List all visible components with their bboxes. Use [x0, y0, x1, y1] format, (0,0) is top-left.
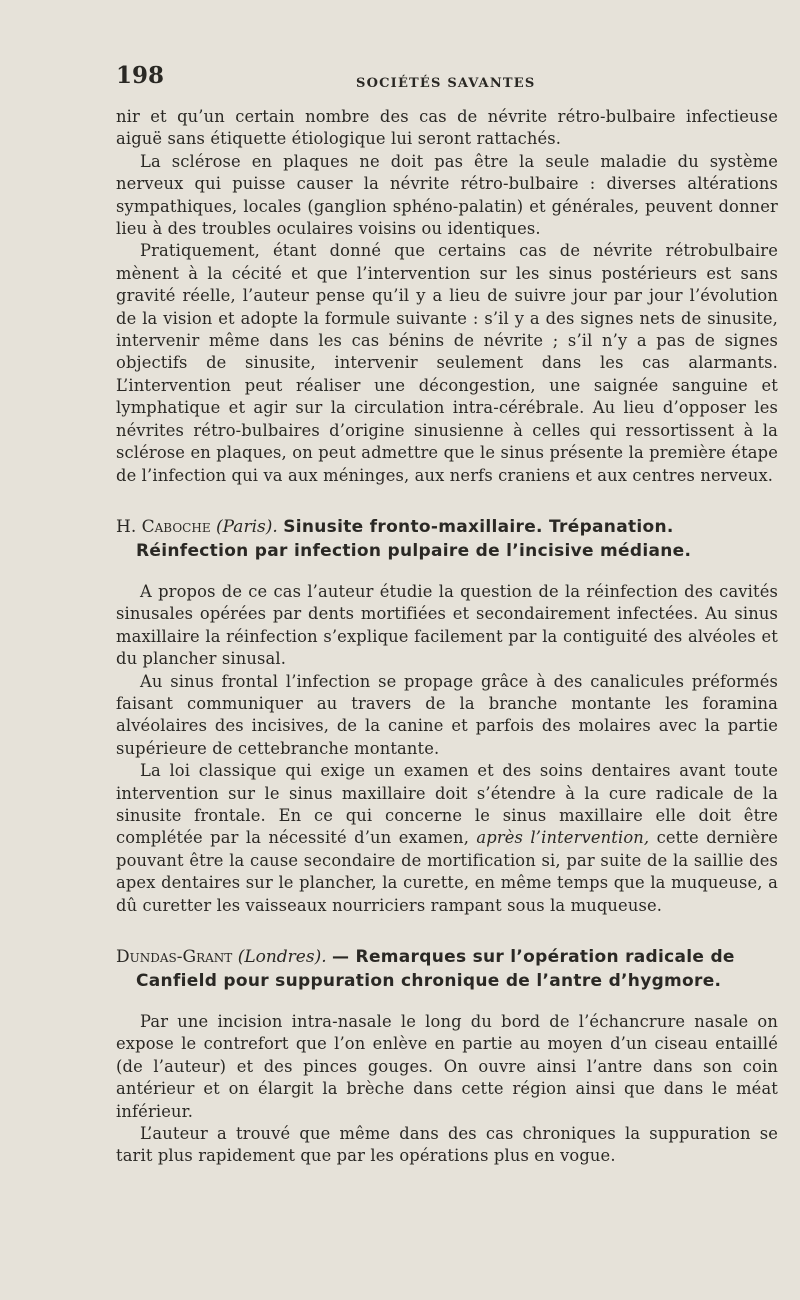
entry-paragraph: Au sinus frontal l’infection se propage grâce à des canalicules préformés faisant communiquer au travers de la branche montante les foramina alvéolaires des incisives, de la canine et parfois des molaires avec la partie supérieure de cettebranche montante.: [116, 671, 778, 758]
page-number: 198: [116, 62, 165, 89]
page-header: [116, 62, 778, 106]
entry-place: (Londres).: [237, 947, 327, 967]
intro-paragraph: La sclérose en plaques ne doit pas être la seule maladie du système nerveux qui puisse causer la névrite rétro-bulbaire : diverses altérations sympathiques, locales (ganglion sphéno-palatin) et générales, peuvent donner lieu à des troubles oculaires voisins ou identiques.: [116, 151, 778, 239]
entry-title: Sinusite fronto-maxillaire. Trépanation. Réinfection par infection pulpaire de l’incisive médiane.: [136, 516, 692, 561]
abstract-entry-caboche: [116, 515, 778, 917]
entry-emphasis: après l’intervention,: [476, 828, 650, 848]
entry-paragraph: L’auteur a trouvé que même dans des cas chroniques la suppuration se tarit plus rapidement que par les opérations plus en vogue.: [116, 1124, 778, 1166]
entry-paragraph: Par une incision intra-nasale le long du bord de l’échancrure nasale on expose le contrefort que l’on enlève en partie au moyen d’un ciseau entaillé (de l’auteur) et des pinces gouges. On ouvre ainsi l’antre dans son coin antérieur et on élargit la brèche dans cette région ainsi que dans le méat inférieur.: [116, 1012, 778, 1121]
abstract-entry-dundas-grant: [116, 945, 778, 1168]
entry-heading: [116, 945, 778, 993]
entry-place: (Paris).: [216, 516, 278, 537]
entry-title: — Remarques sur l’opération radicale de Canfield pour suppuration chronique de l’antre d’hygmore.: [136, 947, 735, 991]
running-head: SOCIÉTÉS SAVANTES: [356, 76, 536, 91]
entry-paragraph: [116, 760, 778, 917]
entry-text: La loi classique qui exige un examen et des soins dentaires avant toute intervention sur le sinus maxillaire doit s’étendre à la cure radicale de la sinusite frontale. En ce qui concerne le sinus maxillaire elle doit être complétée par la nécessité d’un examen,: [116, 761, 778, 848]
entry-author: H. Caboche: [116, 516, 211, 537]
entry-paragraph: A propos de ce cas l’auteur étudie la question de la réinfection des cavités sinusales opérées par dents mortifiées et secondairement infectées. Au sinus maxillaire la réinfection s’explique facilement par la contiguité des alvéoles et du plancher sinusal.: [116, 581, 778, 669]
entry-heading: [116, 515, 778, 563]
entry-author: Dundas-Grant: [116, 947, 233, 967]
entry-text: cette dernière pouvant être la cause secondaire de mortification si, par suite de la saillie des apex dentaires sur le plancher, la curette, en même temps que la muqueuse, a dû curetter les vaisseaux nourriciers rampant sous la muqueuse.: [116, 828, 778, 915]
intro-paragraph: Pratiquement, étant donné que certains cas de névrite rétrobulbaire mènent à la cécité et que l’intervention sur les sinus postérieurs est sans gravité réelle, l’auteur pense qu’il y a lieu de suivre jour par jour l’évolution de la vision et adopte la formule suivante : s’il y a des signes nets de sinusite, intervenir même dans les cas bénins de névrite ; s’il n’y a pas de signes objectifs de sinusite, intervenir seulement dans les cas alarmants. L’intervention peut réaliser une décongestion, une saignée sanguine et lymphatique et agir sur la circulation intra-cérébrale. Au lieu d’opposer les névrites rétro-bulbaires d’origine sinusienne à celles qui ressortissent à la sclérose en plaques, on peut admettre que le sinus présente la première étape de l’infection qui va aux méninges, aux nerfs craniens et aux centres nerveux.: [116, 241, 778, 485]
intro-paragraph-continued: nir et qu’un certain nombre des cas de névrite rétro-bulbaire infectieuse aiguë sans étiquette étiologique lui seront rattachés.: [116, 107, 778, 149]
